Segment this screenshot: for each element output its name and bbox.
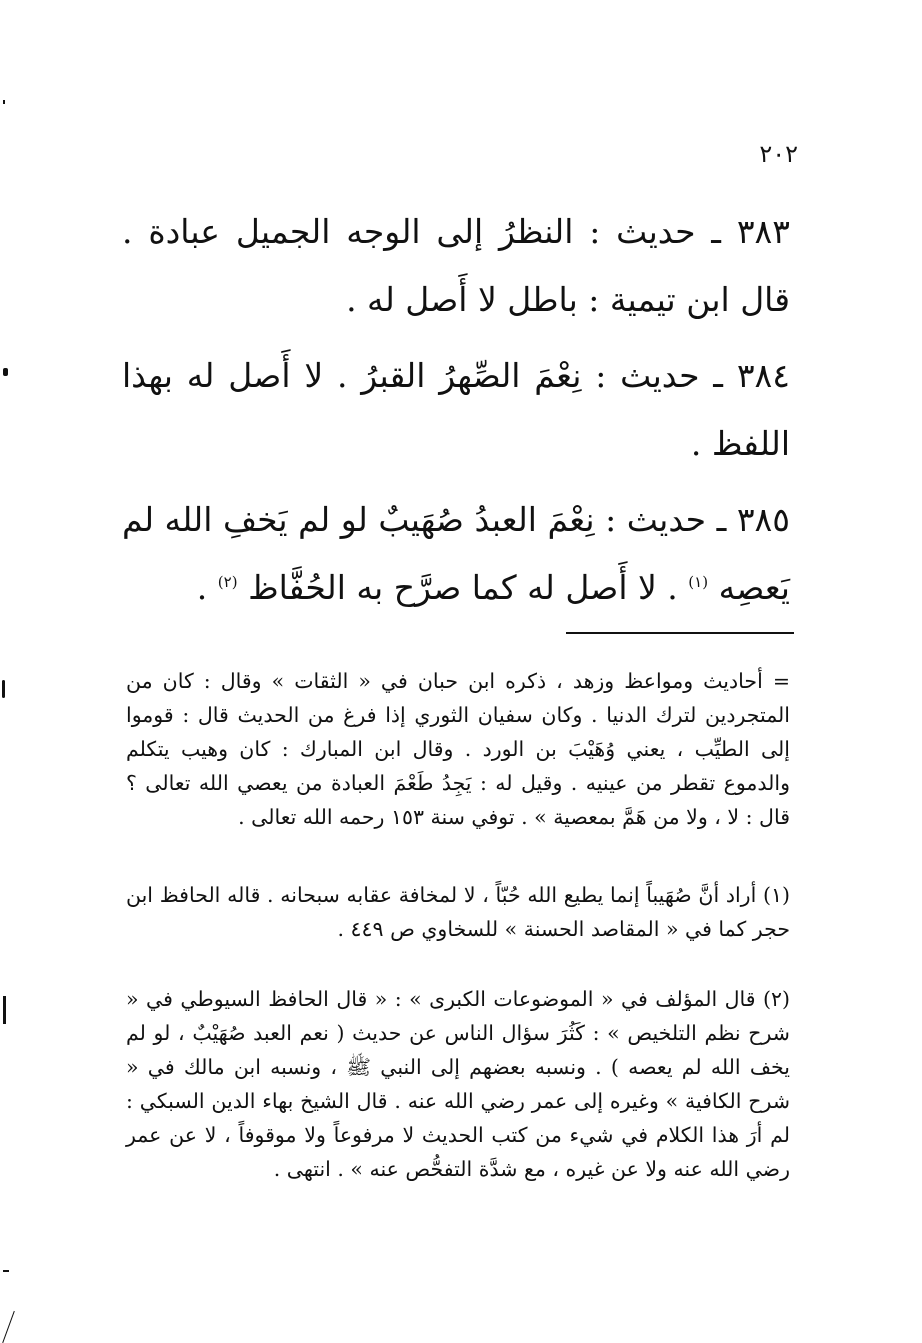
footnote-separator xyxy=(566,632,794,634)
footnote-2: (٢) قال المؤلف في « الموضوعات الكبرى » : « قال الحافظ السيوطي في « شرح نظم التلخيص » : كَثُرَ سؤال الناس عن حديث ( نعم العبد صُهَيْبٌ ، لو لم يخف الله لم يعصه ) . ونسبه بعضهم إلى النبي ﷺ ، ونسبه ابن مالك في « شرح الكافية » وغيره إلى عمر رضي الله عنه . قال الشيخ بهاء الدين السبكي : لم أرَ هذا الكلام في شيء من كتب الحديث لا مرفوعاً ولا موقوفاً ، لا عن عمر رضي الله عنه ولا عن غيره ، مع شدَّة التفحُّص عنه » . انتهى . xyxy=(126,987,790,1181)
scan-margin-mark xyxy=(2,1311,15,1343)
footnote-ref-2: (٢) xyxy=(217,573,238,591)
footnote-1: (١) أراد أنَّ صُهَيباً إنما يطيع الله حُبّاً ، لا لمخافة عقابه سبحانه . قاله الحافظ ابن حجر كما في « المقاصد الحسنة » للسخاوي ص ٤٤٩ . xyxy=(126,883,790,941)
scan-margin-mark xyxy=(3,100,5,104)
footnote-continuation: = أحاديث ومواعظ وزهد ، ذكره ابن حبان في « الثقات » وقال : كان من المتجردين لترك الدنيا . وكان سفيان الثوري إذا فرغ من الحديث قال : قوموا إلى الطيِّب ، يعني وُهَيْبَ بن الورد . وقال ابن المبارك : كان وهيب يتكلم والدموع تقطر من عينيه . وقيل له : يَجِدُ طَعْمَ العبادة من يعصي الله تعالى ؟ قال : لا ، ولا من هَمَّ بمعصية » . توفي سنة ١٥٣ رحمه الله تعالى . xyxy=(126,669,790,829)
entry-385 xyxy=(122,486,790,622)
scan-margin-mark xyxy=(3,996,6,1024)
scan-margin-mark xyxy=(2,680,5,698)
entry-383: ٣٨٣ ـ حديث : النظرُ إلى الوجه الجميل عبادة . قال ابن تيمية : باطل لا أَصل له . xyxy=(122,212,790,319)
footnote-ref-1: (١) xyxy=(688,573,709,591)
scan-margin-mark xyxy=(3,368,8,376)
entry-385-text-c: . xyxy=(196,568,208,607)
page-number: ٢٠٢ xyxy=(759,140,798,168)
entry-385-text-b: . لا أَصل له كما صرَّح به الحُفَّاظ xyxy=(248,568,678,607)
entry-385-text-a: ٣٨٥ ـ حديث : نِعْمَ العبدُ صُهَيبٌ لو لم يَخفِ الله لم يَعصِه xyxy=(122,500,790,607)
entry-384: ٣٨٤ ـ حديث : نِعْمَ الصِّهرُ القبرُ . لا أَصل له بهذا اللفظ . xyxy=(122,356,790,463)
scan-margin-mark xyxy=(3,1270,9,1272)
